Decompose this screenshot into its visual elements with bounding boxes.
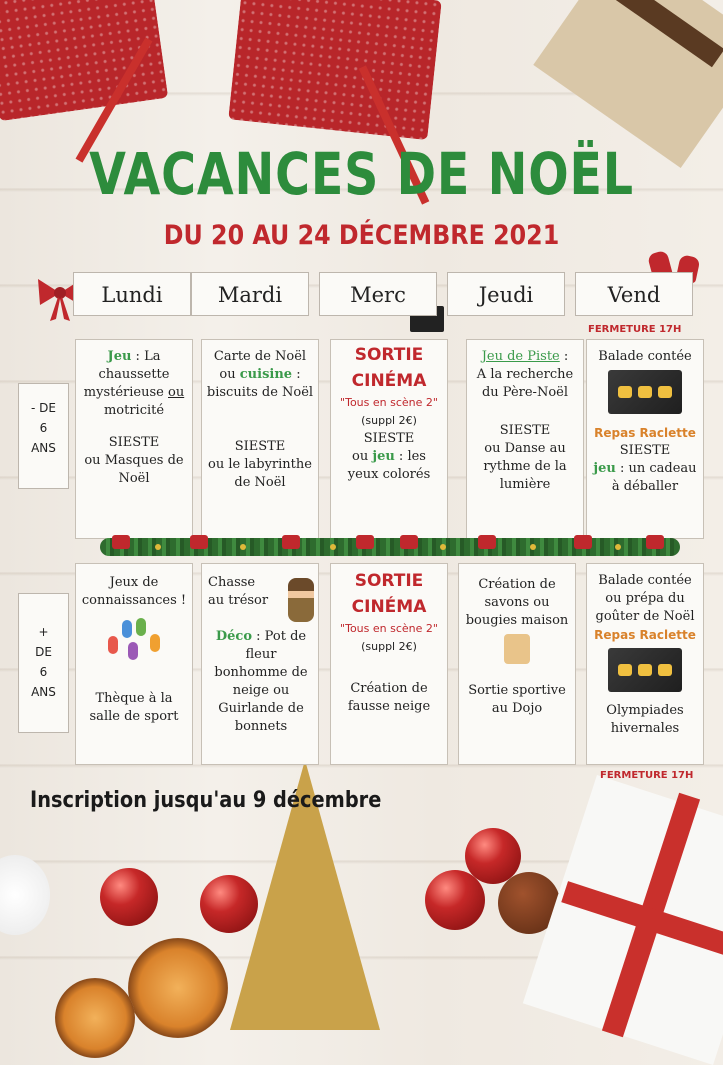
day-header-vend: Vend [575, 272, 693, 316]
gift-box-decoration [228, 0, 442, 140]
raclette-photo [608, 370, 682, 414]
fermeture-bottom: FERMETURE 17H [600, 770, 694, 781]
inscription-deadline: Inscription jusqu'au 9 décembre [30, 788, 382, 813]
snow-ball [0, 855, 50, 935]
cell-under6-lundi: Jeu : La chaussette mystérieuse ou motricité SIESTE ou Masques de Noël [75, 339, 193, 539]
day-header-jeudi: Jeudi [447, 272, 565, 316]
red-ornament [100, 868, 158, 926]
children-playing-illustration [104, 616, 164, 662]
cell-over6-merc: SORTIE CINÉMA "Tous en scène 2" (suppl 2€) Création de fausse neige [330, 563, 448, 765]
dried-orange [55, 978, 135, 1058]
page-title: VACANCES DE NOËL [89, 140, 634, 208]
cell-over6-vend: Balade contée ou prépa du goûter de Noël Repas Raclette Olympiades hivernales [586, 563, 704, 765]
day-header-mardi: Mardi [191, 272, 309, 316]
dried-orange [128, 938, 228, 1038]
age-label-under6: - DE 6 ANS [18, 383, 69, 489]
gift-box-decoration [0, 0, 168, 121]
cell-under6-jeudi: Jeu de Piste : A la recherche du Père-Noël SIESTE ou Danse au rythme de la lumière [466, 339, 584, 539]
red-ornament [200, 875, 258, 933]
garland-decoration [100, 538, 680, 556]
fermeture-top: FERMETURE 17H [588, 324, 682, 335]
cell-under6-vend: Balade contée Repas Raclette SIESTE jeu : un cadeau à déballer [586, 339, 704, 539]
cell-under6-mardi: Carte de Noël ou cuisine : biscuits de Noël SIESTE ou le labyrinthe de Noël [201, 339, 319, 539]
day-header-merc: Merc [319, 272, 437, 316]
explorer-illustration [288, 578, 314, 622]
candle-illustration [504, 634, 530, 664]
red-ornament [425, 870, 485, 930]
cell-over6-mardi: Chasse au trésor Déco : Pot de fleur bonhomme de neige ou Guirlande de bonnets [201, 563, 319, 765]
cell-over6-jeudi: Création de savons ou bougies maison Sortie sportive au Dojo [458, 563, 576, 765]
page-subtitle: DU 20 AU 24 DÉCEMBRE 2021 [163, 220, 560, 251]
age-label-over6: + DE 6 ANS [18, 593, 69, 733]
raclette-photo [608, 648, 682, 692]
cell-under6-merc: SORTIE CINÉMA "Tous en scène 2" (suppl 2€) SIESTE ou jeu : les yeux colorés [330, 339, 448, 539]
day-header-lundi: Lundi [73, 272, 191, 316]
cell-over6-lundi: Jeux de connaissances ! Thèque à la salle de sport [75, 563, 193, 765]
